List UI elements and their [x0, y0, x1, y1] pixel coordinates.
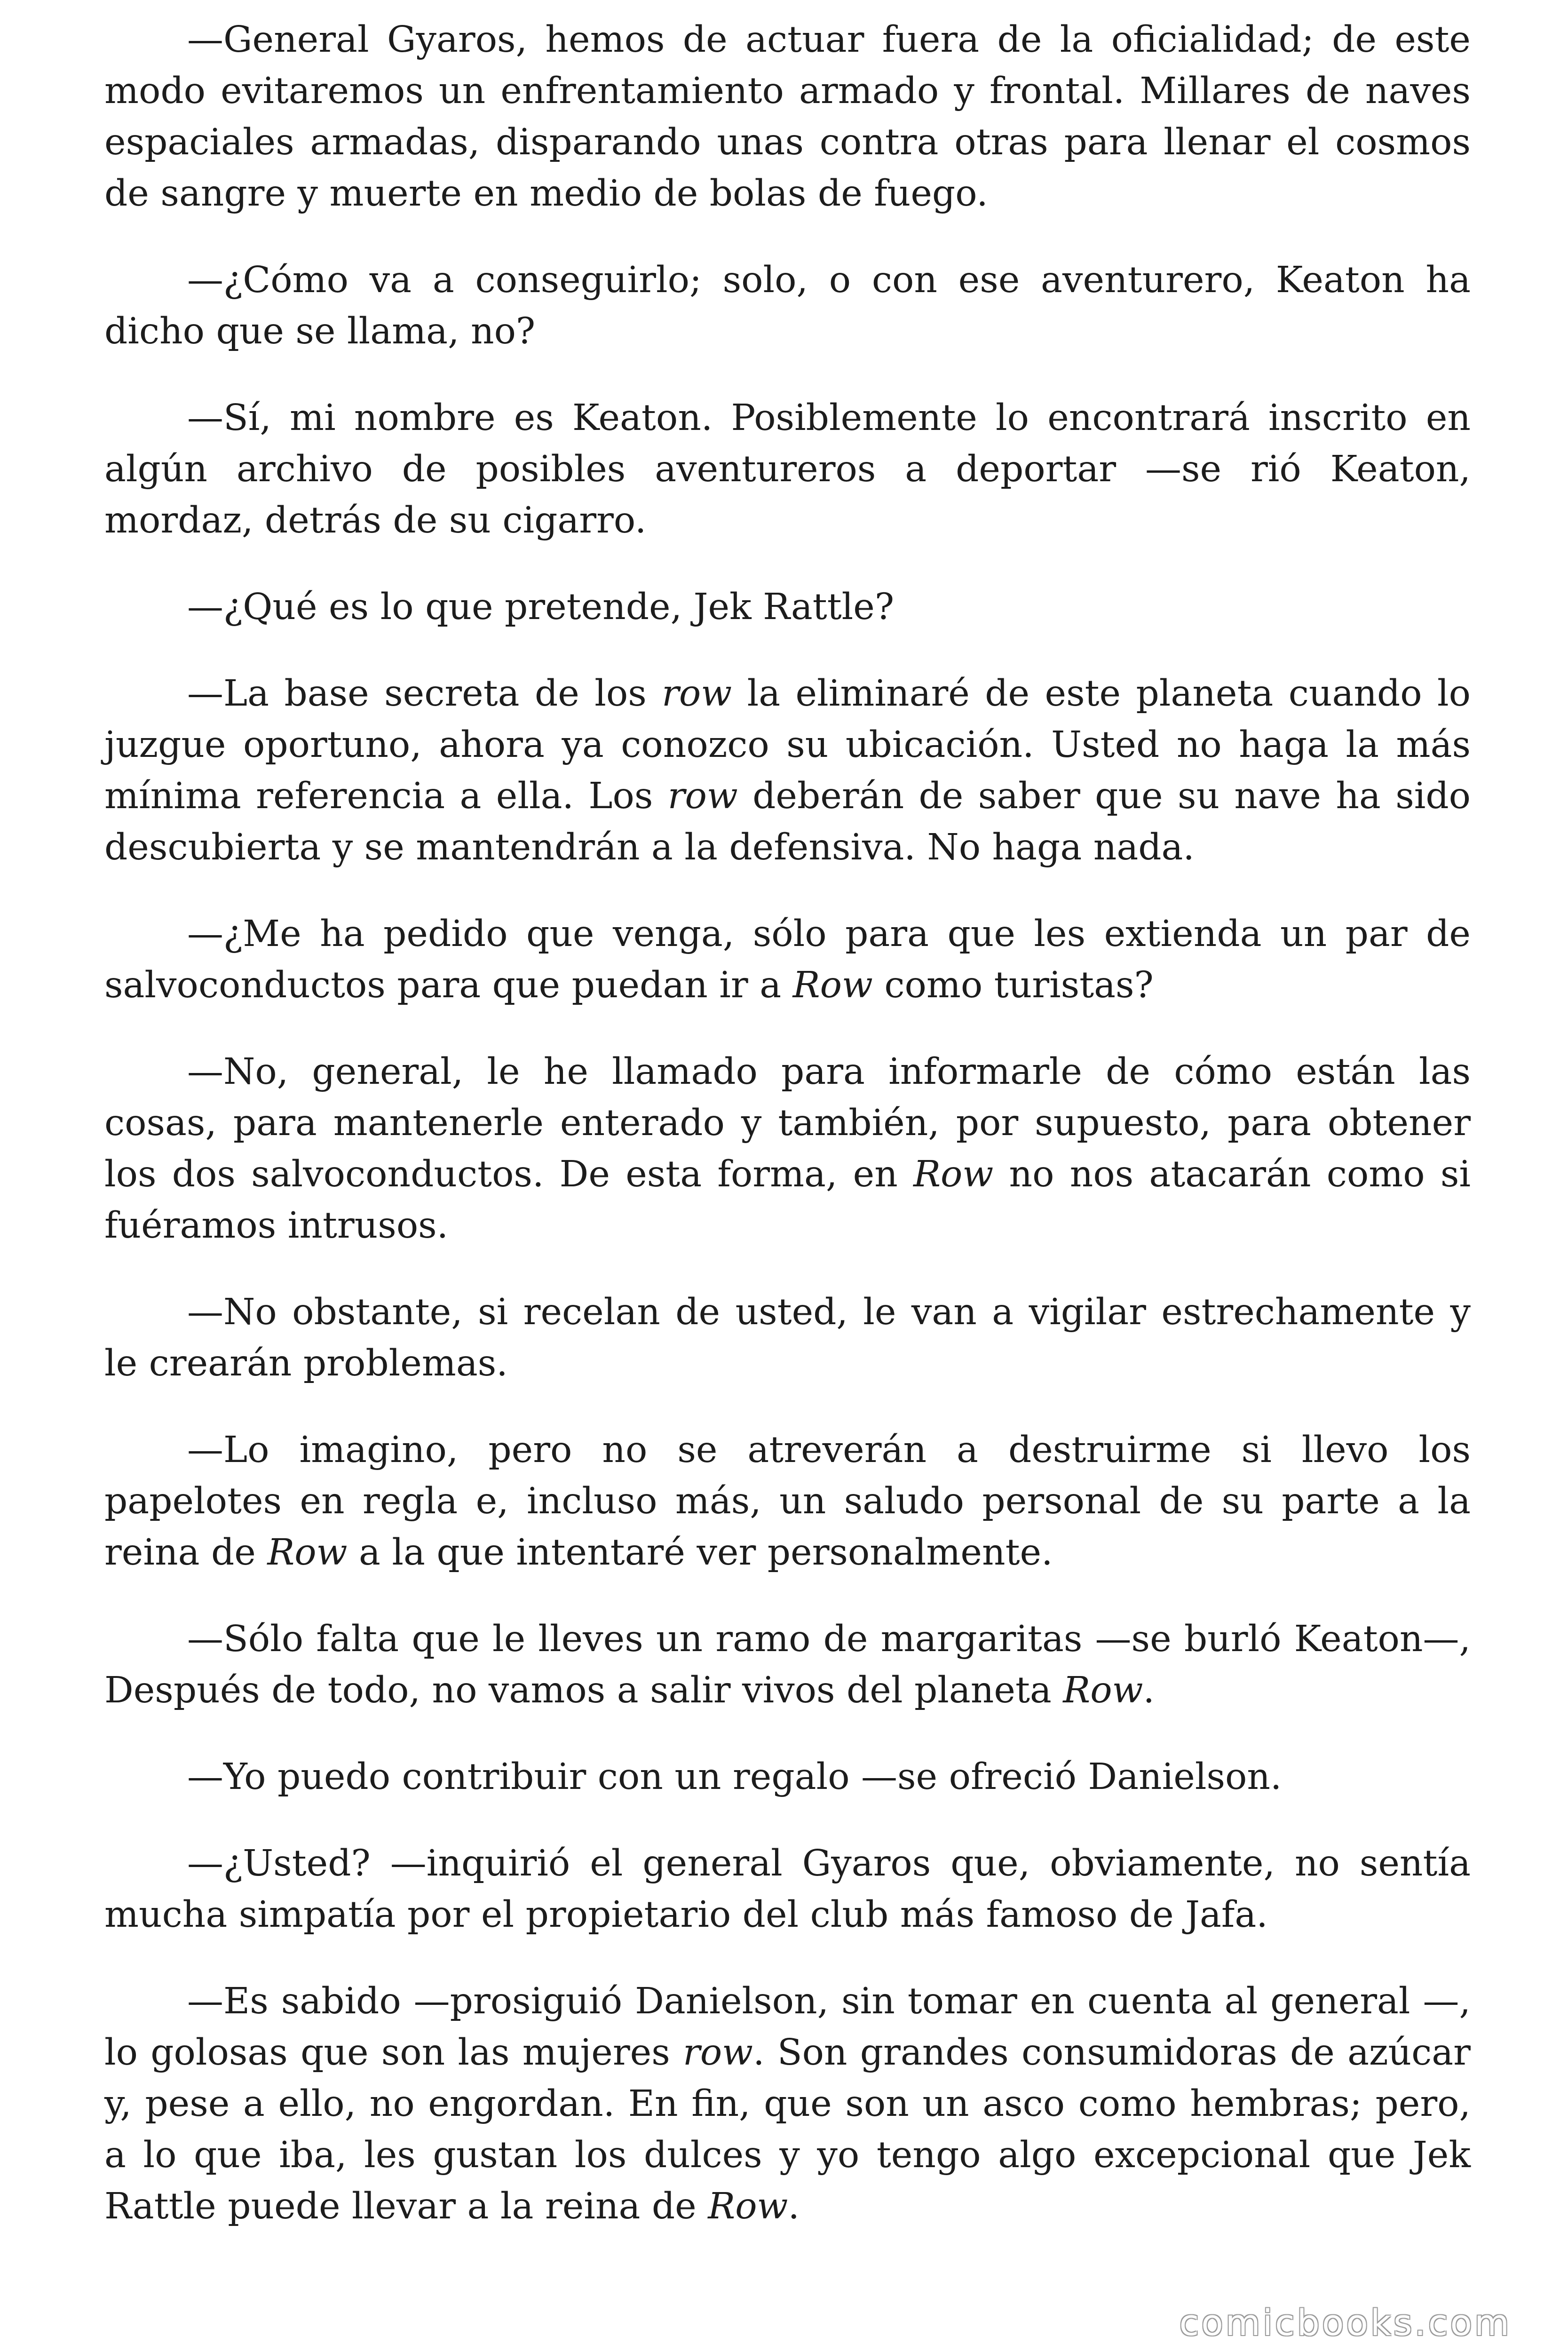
italic-word: Row [792, 964, 873, 1006]
paragraph: —¿Cómo va a conseguirlo; solo, o con ese aventurero, Keaton ha dicho que se llama, no? [104, 259, 1471, 352]
paragraph: —¿Me ha pedido que venga, sólo para que les extienda un par de salvoconductos para que puedan ir a Row como turistas? [104, 913, 1471, 1006]
italic-word: Row [1063, 1669, 1143, 1711]
paragraph: —No, general, le he llamado para informarle de cómo están las cosas, para mantenerle enterado y también, por supuesto, para obtener los dos salvoconductos. De esta forma, en Row no nos atacarán como si fuéramos intrusos. [104, 1051, 1471, 1247]
watermark: comicbooks.com [1179, 2302, 1512, 2344]
italic-word: row [667, 775, 738, 817]
paragraph: —Yo puedo contribuir con un regalo —se ofreció Danielson. [187, 1756, 1282, 1798]
paragraph: —Sí, mi nombre es Keaton. Posiblemente lo encontrará inscrito en algún archivo de posibles aventureros a deportar —se rió Keaton, mordaz, detrás de su cigarro. [104, 397, 1471, 541]
paragraph: —General Gyaros, hemos de actuar fuera de la oficialidad; de este modo evitaremos un enfrentamiento armado y frontal. Millares de naves espaciales armadas, disparando unas contra otras para llenar el cosmos de sangre y muerte en medio de bolas de fuego. [104, 19, 1471, 215]
paragraph: —Lo imagino, pero no se atreverán a destruirme si llevo los papelotes en regla e, incluso más, un saludo personal de su parte a la reina de Row a la que intentaré ver personalmente. [104, 1429, 1471, 1573]
paragraph: —La base secreta de los row la eliminaré de este planeta cuando lo juzgue oportuno, ahora ya conozco su ubicación. Usted no haga la más mínima referencia a ella. Los row deberán de saber que su nave ha sido descubierta y se mantendrán a la defensiva. No haga nada. [104, 673, 1471, 868]
paragraph: —No obstante, si recelan de usted, le van a vigilar estrechamente y le crearán problemas. [104, 1291, 1471, 1384]
italic-word: Row [708, 2185, 788, 2227]
text-column [104, 14, 1471, 2267]
italic-word: row [683, 2032, 753, 2074]
paragraph: —¿Qué es lo que pretende, Jek Rattle? [187, 586, 895, 628]
paragraph: —Sólo falta que le lleves un ramo de margaritas —se burló Keaton—, Después de todo, no vamos a salir vivos del planeta Row. [104, 1618, 1471, 1711]
paragraph: —¿Usted? —inquirió el general Gyaros que, obviamente, no sentía mucha simpatía por el propietario del club más famoso de Jafa. [104, 1843, 1471, 1936]
italic-word: Row [267, 1532, 348, 1573]
paragraph: —Es sabido —prosiguió Danielson, sin tomar en cuenta al general —, lo golosas que son las mujeres row. Son grandes consumidoras de azúcar y, pese a ello, no engordan. En fin, que son un asco como hembras; pero, a lo que iba, les gustan los dulces y yo tengo algo excepcional que Jek Rattle puede llevar a la reina de Row. [104, 1980, 1471, 2227]
italic-word: row [662, 673, 732, 715]
italic-word: Row [913, 1153, 994, 1195]
